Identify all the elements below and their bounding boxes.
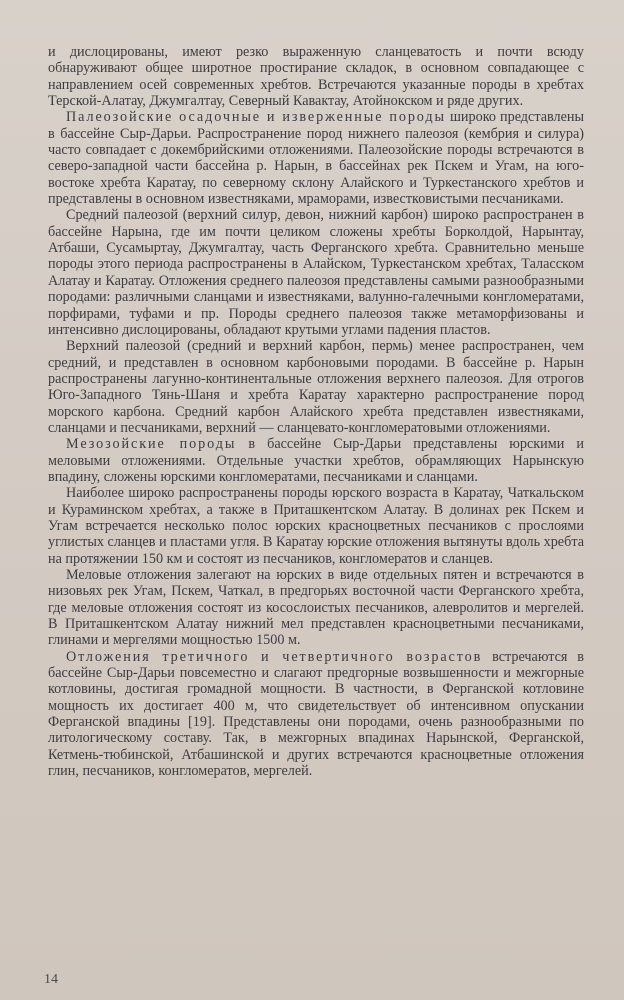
- reference-link[interactable]: [19].: [188, 714, 216, 731]
- paragraph-text: в бассейне Сыр-Дарьи представлены юрскими и меловыми отложениями. Отдельные участки хребтов, обрамляющих Нарынскую впадину, сложены юрскими конгломератами, песчаниками и сланцами.: [48, 436, 584, 485]
- paragraph-8: [48, 649, 584, 780]
- paragraph-2: [48, 109, 584, 207]
- paragraph-4: [48, 338, 584, 436]
- paragraph-text: широко представлены в бассейне Сыр-Дарьи. Распространение пород нижнего палеозоя (кембрия и силура) часто совпадает с докембрийскими отложениями. Палеозойские породы встречаются в северо-западной части бассейна р. Нарын, в бассейнах рек Пскем и Угам, на юго-востоке хребта Каратау, по северному склону Алайского и Туркестанского хребтов и представлены в основном известняками, мраморами, известковистыми песчаниками.: [48, 109, 585, 208]
- paragraph-text: Наиболее широко распространены породы юрского возраста в Каратау, Чаткальском и Кураминском хребтах, а также в Приташкентском Алатау. В долинах рек Пскем и Угам встречается несколько полос юрских красноцветных песчаников с прослоями углистых сланцев и пластами угля. В Каратау юрские отложения вытянуты вдоль хребта на протяжении 150 км и состоят из песчаников, конгломератов и сланцев.: [48, 485, 584, 567]
- spaced-heading: Мезозойские породы: [66, 436, 237, 453]
- paragraph-6: [48, 485, 584, 567]
- paragraph-text-continued: Представлены они породами, очень разнообразными по литологическому составу. Так, в межгорных впадинах Нарынской, Ферганской, Кетмень-тюбинской, Атбашинской и других встречаются красноцветные отложения глин, песчаников, конгломератов, мергелей.: [48, 714, 584, 780]
- paragraph-1: [48, 44, 584, 109]
- paragraph-text: Средний палеозой (верхний силур, девон, нижний карбон) широко распространен в бассейне Нарына, где им почти целиком сложены хребты Борколдой, Нарынтау, Атбаши, Сусамыртау, Джумгалтау, часть Ферганского хребта. Сравнительно меньше породы этого периода распространены в Алайском, Туркестанском хребтах, Таласском Алатау и Каратау. Отложения среднего палеозоя представлены самыми разнообразными породами: различными сланцами и известняками, валунно-галечными конгломератами, порфирами, туфами и пр. Породы среднего палеозоя также метаморфизованы и интенсивно дислоцированы, обладают крутыми углами падения пластов.: [48, 207, 584, 338]
- paragraph-text: и дислоцированы, имеют резко выраженную сланцеватость и почти всюду обнаруживают общее широтное простирание складок, в основном совпадающее с направлением осей современных хребтов. Встречаются указанные породы в хребтах Терской-Алатау, Джумгалтау, Северный Кавактау, Атойнокском и ряде других.: [48, 44, 584, 110]
- body-text: [48, 44, 584, 779]
- paragraph-text: Меловые отложения залегают на юрских в виде отдельных пятен и встречаются в низовьях рек Угам, Пскем, Чаткал, в предгорьях восточной части Ферганского хребта, где меловые отложения состоят из косослоистых песчаников, алевролитов и мергелей. В Приташкентском Алатау нижний мел представлен красноцветными песчаниками, глинами и мергелями мощностью 1500 м.: [48, 567, 584, 649]
- paragraph-5: [48, 436, 584, 485]
- paragraph-3: [48, 207, 584, 338]
- page-number: 14: [44, 972, 58, 987]
- spaced-heading: Палеозойские осадочные и изверженные породы: [66, 109, 446, 126]
- paragraph-text: встречаются в бассейне Сыр-Дарьи повсеместно и слагают предгорные возвышенности и межгорные котловины, достигая громадной мощности. В частности, в Ферганской котловине мощность их достигает 400 м, что свидетельствует об интенсивном опускании Ферганской впадины: [48, 648, 584, 731]
- spaced-heading: Отложения третичного и четвертичного возрастов: [66, 648, 483, 665]
- paragraph-text: Верхний палеозой (средний и верхний карбон, пермь) менее распространен, чем средний, и представлен в основном карбоновыми породами. В бассейне р. Нарын распространены лагунно-континентальные отложения верхнего палеозоя. Для отрогов Юго-Западного Тянь-Шаня и хребта Каратау характерно распространение пород морского карбона. Средний карбон Алайского хребта представлен известняками, сланцами и песчаниками, верхний — сланцевато-конгломератовыми отложениями.: [48, 338, 584, 436]
- paragraph-7: [48, 567, 584, 649]
